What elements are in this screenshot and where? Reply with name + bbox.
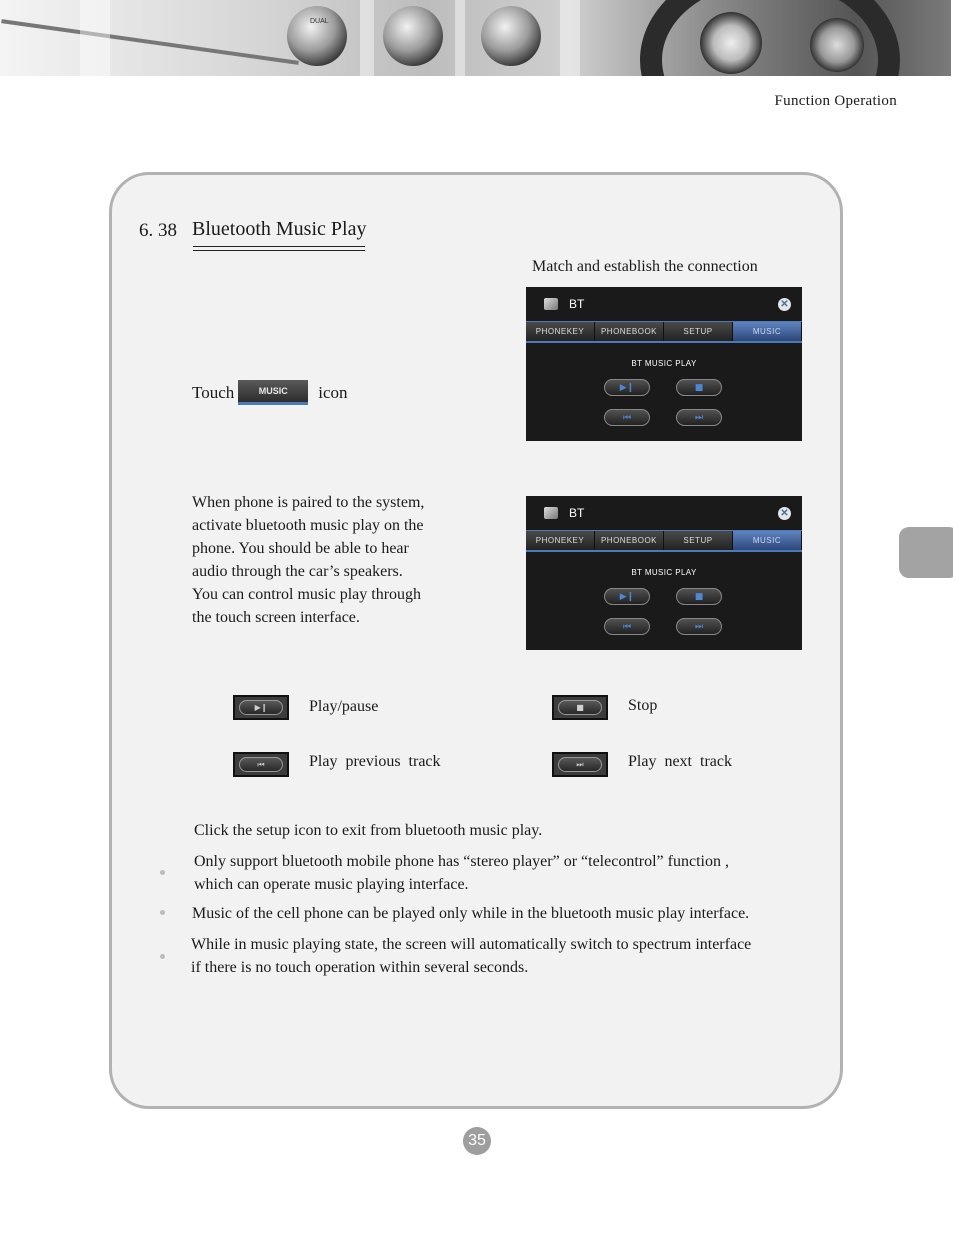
stop-icon: ■	[558, 700, 602, 715]
tab-phonebook: PHONEBOOK	[595, 322, 664, 341]
bullet-dot	[160, 910, 165, 915]
legend-next-icon	[552, 752, 608, 777]
screen-title: BT	[569, 506, 585, 520]
bt-screenshot-2	[526, 496, 802, 650]
previous-track-icon: ⏮	[239, 757, 283, 772]
screen-tabs	[526, 321, 802, 343]
legend-play-pause-icon	[233, 695, 289, 720]
section-number: 6. 38	[139, 220, 177, 241]
legend-previous-label: Play previous track	[309, 753, 441, 770]
screen-tabs	[526, 530, 802, 552]
previous-track-icon: ⏮	[604, 409, 650, 426]
note-line: if there is no touch operation within several seconds.	[191, 959, 529, 976]
legend-play-pause-label: Play/pause	[309, 698, 379, 715]
note-bullet-1	[194, 850, 729, 896]
dash-knob-2	[383, 6, 443, 66]
section-title: Bluetooth Music Play	[192, 218, 367, 240]
paragraph-line: When phone is paired to the system,	[192, 494, 425, 511]
chapter-tab	[899, 527, 953, 578]
paragraph-line: the touch screen interface.	[192, 609, 360, 626]
note-line: While in music playing state, the screen will automatically switch to spectrum interface	[191, 936, 752, 953]
knob-label: DUAL	[310, 18, 329, 25]
note-line: Music of the cell phone can be played only while in the bluetooth music play interface.	[192, 905, 750, 922]
note-line: which can operate music playing interface.	[194, 876, 469, 893]
bluetooth-icon	[544, 298, 558, 310]
play-pause-icon: ▶❙	[604, 588, 650, 605]
tab-phonebook: PHONEBOOK	[595, 531, 664, 550]
next-track-icon: ⏭	[558, 757, 602, 772]
tab-phonekey: PHONEKEY	[526, 531, 595, 550]
stop-icon: ■	[676, 379, 722, 396]
tab-setup: SETUP	[664, 531, 733, 550]
stop-icon: ■	[676, 588, 722, 605]
dash-knob-1	[287, 6, 347, 66]
next-track-icon: ⏭	[676, 618, 722, 635]
next-track-icon: ⏭	[676, 409, 722, 426]
gauge-tachometer	[810, 18, 864, 72]
caption-match: Match and establish the connection	[532, 258, 758, 275]
legend-stop-icon	[552, 695, 608, 720]
section-header-label: Function Operation	[774, 93, 897, 109]
tab-music: MUSIC	[733, 531, 802, 550]
exit-note: Click the setup icon to exit from bluetooth music play.	[194, 822, 543, 839]
music-icon: MUSIC	[238, 380, 308, 405]
tab-phonekey: PHONEKEY	[526, 322, 595, 341]
previous-track-icon: ⏮	[604, 618, 650, 635]
bluetooth-icon	[544, 507, 558, 519]
gauge-speedometer	[700, 12, 762, 74]
paragraph-line: phone. You should be able to hear	[192, 540, 409, 557]
screen-subtitle: BT MUSIC PLAY	[631, 359, 697, 368]
paragraph-line: You can control music play through	[192, 586, 422, 603]
header-banner-image	[0, 0, 951, 76]
screen-subtitle: BT MUSIC PLAY	[631, 568, 697, 577]
tab-setup: SETUP	[664, 322, 733, 341]
tab-music: MUSIC	[733, 322, 802, 341]
play-pause-icon: ▶❙	[604, 379, 650, 396]
paragraph-line: audio through the car’s speakers.	[192, 563, 403, 580]
note-bullet-3	[191, 933, 751, 979]
bt-screenshot-1	[526, 287, 802, 441]
legend-previous-icon	[233, 752, 289, 777]
dash-knob-3	[481, 6, 541, 66]
touch-instruction	[192, 380, 348, 405]
touch-prefix: Touch	[192, 382, 235, 402]
close-icon: ✕	[778, 298, 791, 311]
legend-stop-label: Stop	[628, 697, 658, 714]
note-line: Only support bluetooth mobile phone has “stereo player” or “telecontrol” function ,	[194, 853, 729, 870]
touch-suffix: icon	[318, 382, 348, 402]
play-pause-icon: ▶❙	[239, 700, 283, 715]
paragraph-line: activate bluetooth music play on the	[192, 517, 424, 534]
bullet-dot	[160, 870, 165, 875]
instruction-paragraph	[192, 491, 472, 629]
screen-title: BT	[569, 297, 585, 311]
legend-next-label: Play next track	[628, 753, 732, 770]
bullet-dot	[160, 954, 165, 959]
page-number: 35	[463, 1127, 491, 1155]
note-bullet-2	[192, 902, 749, 925]
title-underline	[193, 246, 365, 251]
close-icon: ✕	[778, 507, 791, 520]
